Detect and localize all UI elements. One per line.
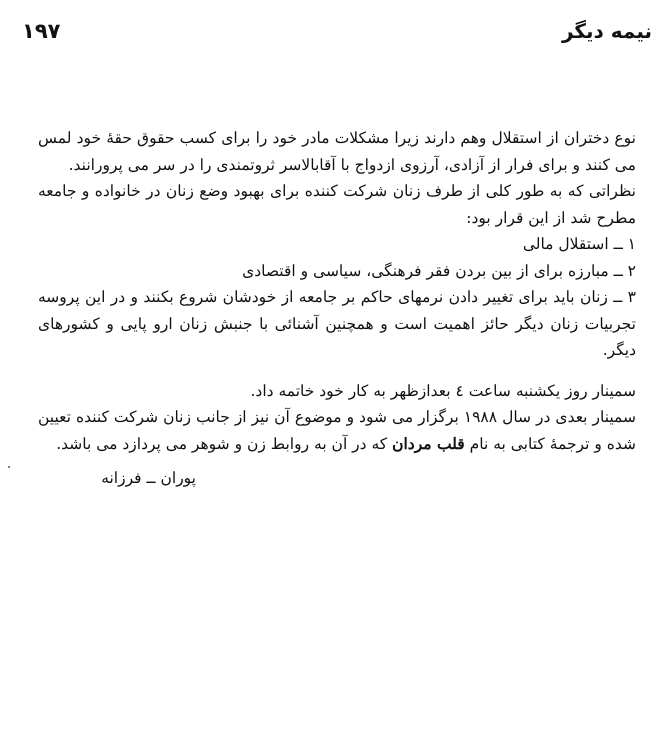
paragraph-1: نوع دختران از استقلال وهم دارند زیرا مشکلات مادر خود را برای کسب حقوق حقهٔ خود لمس می کنند و برای فرار از آزادی، آرزوی ازدواج با آقابالاسر ثروتمندی را در سر می پرورانند. bbox=[38, 129, 636, 174]
list-item: ۱ ــ استقلال مالی bbox=[522, 235, 636, 253]
paragraph-4-text-end: که در آن به روابط زن و شوهر می پردازد می باشد. bbox=[56, 434, 393, 453]
list-item: ۲ ــ مبارزه برای از بین بردن فقر فرهنگی، سیاسی و اقتصادی bbox=[242, 261, 636, 280]
proposals-list bbox=[38, 231, 636, 364]
spacer bbox=[38, 364, 636, 378]
paragraph-3: سمینار روز یکشنبه ساعت ٤ بعدازظهر به کار خود خاتمه داد. bbox=[250, 381, 636, 400]
book-title: قلب مردان bbox=[392, 433, 465, 453]
article-body bbox=[38, 125, 636, 492]
paragraph-4-text-start: سمینار بعدی در سال ۱۹۸۸ برگزار می شود و موضوع آن نیز از جانب زنان شرکت کننده تعیین شده و ترجمهٔ کتابی به نام bbox=[38, 408, 637, 453]
running-title: نیمه دیگر bbox=[561, 19, 652, 43]
page-header bbox=[22, 14, 652, 48]
paragraph-2: نظراتی که به طور کلی از طرف زنان شرکت کننده برای بهبود وضع زنان در خانواده و جامعه مطرح شد از این قرار بود: bbox=[38, 182, 636, 227]
paragraph-4 bbox=[38, 404, 636, 457]
author-signature: پوران ــ فرزانه bbox=[101, 469, 196, 487]
list-item: ۳ ــ زنان باید برای تغییر دادن نرمهای حاکم بر جامعه از خودشان شروع بکنند و در این پروسه تجربیات زنان دیگر حائز اهمیت است و همچنین آشنائی با جنبش زنان ارو پایی و کشورهای دیگر. bbox=[38, 288, 636, 359]
page-number: ۱۹۷ bbox=[22, 19, 61, 43]
scan-speck bbox=[8, 466, 10, 468]
